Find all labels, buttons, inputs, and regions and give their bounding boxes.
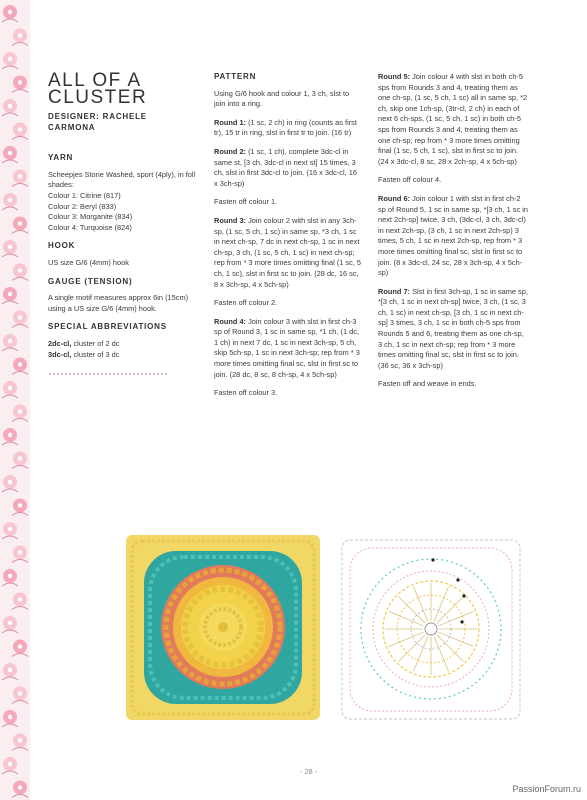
decorative-border [0, 0, 30, 800]
abbreviations-heading: SPECIAL ABBREVIATIONS [48, 322, 167, 332]
round-text: (1 sc, 1 ch), complete 3dc-cl in same st, [3 ch, 3dc-cl in next st] 15 times, 3 ch, slst in first 3dc-cl to join. (16 x 3dc-cl, 16 x 3ch-sp) [214, 146, 357, 188]
fasten-off-4: Fasten off colour 4. [378, 175, 442, 185]
yarn-section [48, 170, 196, 234]
round-text: (1 sc, 2 ch) in ring (counts as first tr), 15 tr in ring, slst in first tr to join. (16 tr) [214, 117, 357, 138]
fasten-off-3: Fasten off colour 3. [214, 388, 278, 398]
round-3 [214, 216, 362, 290]
yarn-heading: YARN [48, 153, 74, 163]
round-label: Round 6: [378, 193, 411, 203]
round-6 [378, 194, 528, 279]
gauge-body: A single motif measures approx 6in (15cm) using a US size G/6 (4mm) hook. [48, 293, 189, 313]
fasten-off-2: Fasten off colour 2. [214, 298, 278, 308]
round-1 [214, 118, 362, 139]
abbreviations-list [48, 339, 196, 360]
abbrev-term-2: 3dc-cl, [48, 349, 72, 359]
round-text: Join colour 1 with slst in first ch-2 sp of Round 5, 1 sc in same sp, *[3 ch, 1 sc in next 2ch-sp] twice, 3 ch, (3dc-cl, 3 ch, 3dc-cl) in next 2ch-sp, (3 ch, 1 sc in next 2ch-sp) 3 times, 5 ch, 1 sc in next 2ch-sp, rep from * 3 more times omitting final sc, slst in first sc to join. (8 x 3dc-cl, 24 sc, 28 x 3ch-sp, 4 x 5ch-sp) [378, 193, 528, 278]
yarn-colour-4: Colour 4: Turquoise (824) [48, 222, 132, 232]
round-5 [378, 72, 528, 167]
round-4 [214, 317, 362, 381]
round-label: Round 4: [214, 316, 247, 326]
round-2 [214, 147, 362, 189]
yarn-body: Scheepjes Stone Washed, sport (4ply), in foll shades: [48, 169, 196, 190]
abbrev-term-1: 2dc-cl, [48, 338, 72, 348]
pattern-intro: Using G/6 hook and colour 1, 3 ch, slst to join into a ring. [214, 88, 350, 109]
round-label: Round 7: [378, 286, 411, 296]
gauge-heading: GAUGE (TENSION) [48, 276, 133, 286]
hook-heading: HOOK [48, 241, 76, 251]
round-text: Join colour 4 with slst in both ch-5 sps from Rounds 3 and 4, treating them as one ch-sp, (1 sc, 5 ch, 1 sc) all in same sp, *2 ch, skip one 1ch-sp, (3tr-cl, 2 ch) in each of next 6 ch-sps, (1 sc, 5 ch, 1 sc) in both ch-5 sps from Rounds 3 and 4, treating them as one ch-sp; rep from * 3 more times omitting final (1 sc, 5 ch, 1 sc), slst in first sc to join. (24 x 3dc-cl, 8 sc, 28 x 2ch-sp, 4 x 5ch-sp) [378, 72, 528, 166]
pattern-heading: PATTERN [214, 72, 257, 81]
site-credit: PassionForum.ru [512, 784, 581, 794]
pattern-column-2 [378, 72, 528, 398]
left-column [48, 72, 196, 376]
round-label: Round 5: [378, 72, 411, 81]
round-text: Slst in first 3ch-sp, 1 sc in same sp, *[3 ch, 1 sc in next ch-sp] twice, 3 ch, (1 sc, 3 ch, 1 sc) in next ch-sp, [3 ch, 1 sc in next ch-sp] 3 times, 3 ch, 1 sc in both ch-5 sps from Rounds 5 and 6, treating them as one ch-sp, 3 ch, 1 sc in next ch-sp; rep from * 3 more times omitting final sc, slst in first sc to join. (36 sc, 36 x 3ch-sp) [378, 286, 528, 370]
abbrev-def-2: cluster of 3 dc [71, 349, 120, 359]
round-label: Round 1: [214, 117, 247, 127]
round-text: Join colour 2 with slst in any 3ch-sp, (1 sc, 5 ch, 1 sc) in same sp, *3 ch, 1 sc in next ch-sp, 7 dc in next ch-sp, 1 sc in next ch-sp, 3 ch, (1 sc, 5 ch, 1 sc) in next ch-sp; rep from * 3 more times omitting final (1 sc, 5 ch, 1 sc), slst in first sc to join. (28 dc, 16 sc, 8 x 3ch-sp, 4 x 5ch-sp) [214, 215, 362, 289]
round-label: Round 3: [214, 215, 247, 225]
round-text: Join colour 3 with slst in first ch-3 sp of Round 3, 1 sc in same sp, *1 ch, (1 dc, 1 ch) in next 7 dc, 1 sc in next 3ch-sp, 5 ch, skip 5ch-sp, 1 sc in next 3ch-sp; rep from * 3 more times omitting final sc, slst in first sc to join. (28 dc, 8 sc, 8 ch-sp, 4 x 5ch-sp) [214, 316, 360, 379]
abbrev-def-1: cluster of 2 dc [71, 338, 120, 348]
page-content [30, 0, 587, 800]
yarn-colour-3: Colour 3: Morganite (834) [48, 212, 133, 222]
crochet-chart-diagram [338, 536, 524, 723]
round-label: Round 2: [214, 146, 247, 156]
crochet-motif-photo [126, 535, 320, 720]
floral-pattern-icon [0, 0, 30, 800]
page-number: - 28 - [299, 767, 318, 776]
hook-body: US size G/6 (4mm) hook [48, 257, 129, 267]
yarn-colour-1: Colour 1: Citrine (817) [48, 190, 121, 200]
fasten-off-final: Fasten off and weave in ends. [378, 379, 477, 389]
yarn-colour-2: Colour 2: Beryl (833) [48, 201, 117, 211]
round-7 [378, 287, 528, 372]
dotted-divider [48, 372, 168, 376]
designer-credit: DESIGNER: RACHELE CARMONA [48, 112, 147, 132]
pattern-column-1 [214, 72, 362, 407]
page-title: ALL OF A CLUSTER [48, 70, 148, 108]
fasten-off-1: Fasten off colour 1. [214, 197, 278, 207]
